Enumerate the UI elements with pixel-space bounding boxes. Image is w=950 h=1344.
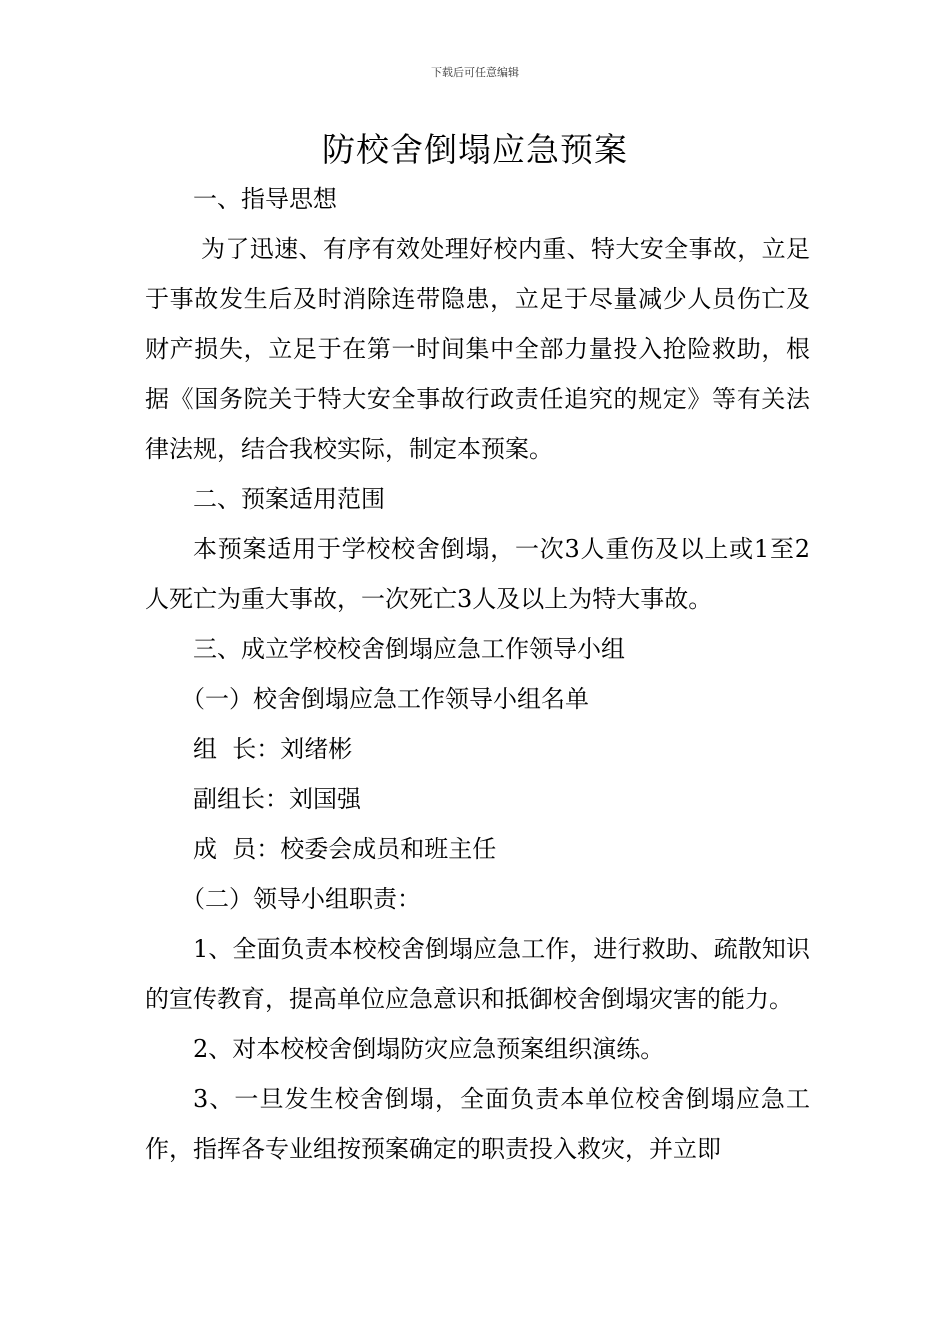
member-deputy-leader: 副组长：刘国强 bbox=[193, 785, 361, 813]
subsection-heading-duties: （二）领导小组职责： bbox=[181, 885, 421, 913]
duty-item-3: 3、一旦发生校舍倒塌，全面负责本单位校舍倒塌应急工作，指挥各专业组按预案确定的职责投入救灾，并立即 bbox=[145, 1085, 810, 1163]
duty-item-2: 2、对本校校舍倒塌防灾应急预案组织演练。 bbox=[193, 1035, 665, 1063]
subsection-heading-member-list: （一）校舍倒塌应急工作领导小组名单 bbox=[181, 685, 589, 713]
member-leader: 组 长：刘绪彬 bbox=[193, 735, 353, 763]
document-title: 防校舍倒塌应急预案 bbox=[322, 130, 628, 169]
paragraph-guiding-ideology: 为了迅速、有序有效处理好校内重、特大安全事故，立足于事故发生后及时消除连带隐患，立足于尽量减少人员伤亡及财产损失，立足于在第一时间集中全部力量投入抢险救助，根据《国务院关于特大安全事故行政责任追究的规定》等有关法律法规，结合我校实际，制定本预案。 bbox=[145, 235, 810, 463]
section-heading-scope: 二、预案适用范围 bbox=[193, 485, 385, 513]
member-members: 成 员：校委会成员和班主任 bbox=[193, 835, 497, 863]
paragraph-scope: 本预案适用于学校校舍倒塌，一次3人重伤及以上或1至2人死亡为重大事故，一次死亡3人及以上为特大事故。 bbox=[145, 535, 810, 613]
section-heading-guiding-ideology: 一、指导思想 bbox=[193, 185, 337, 213]
duty-item-1: 1、全面负责本校校舍倒塌应急工作，进行救助、疏散知识的宣传教育，提高单位应急意识和抵御校舍倒塌灾害的能力。 bbox=[145, 935, 810, 1013]
document-body bbox=[145, 174, 810, 1174]
section-heading-leadership-group: 三、成立学校校舍倒塌应急工作领导小组 bbox=[193, 635, 625, 663]
header-note: 下载后可任意编辑 bbox=[431, 66, 519, 79]
